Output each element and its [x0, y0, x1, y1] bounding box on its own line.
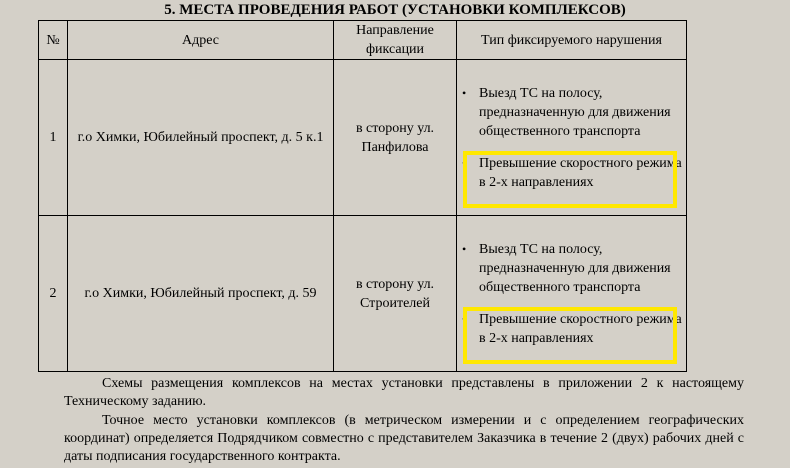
row-direction: в сторону ул. Строителей — [334, 216, 457, 372]
bullet-icon: • — [462, 241, 467, 256]
violation-text: Превышение скоростного режима в 2-х направлениях — [479, 311, 682, 346]
bullet-icon: • — [462, 85, 467, 100]
header-address: Адрес — [68, 21, 334, 60]
row-number: 2 — [39, 216, 68, 372]
header-direction: Направление фиксации — [334, 21, 457, 60]
bullet-icon: • — [462, 155, 467, 170]
highlight-box — [463, 307, 677, 364]
violation-text: Выезд ТС на полосу, предназначенную для движения общественного транспорта — [479, 241, 671, 295]
table-header-row — [39, 21, 687, 60]
bullet-icon: • — [462, 311, 467, 326]
violation-text: Превышение скоростного режима в 2-х направлениях — [479, 155, 682, 190]
violation-item — [457, 84, 686, 141]
violation-item — [457, 240, 686, 297]
section-title: 5. МЕСТА ПРОВЕДЕНИЯ РАБОТ (УСТАНОВКИ КОМПЛЕКСОВ) — [164, 2, 626, 18]
row-direction: в сторону ул. Панфилова — [334, 60, 457, 216]
violation-text: Выезд ТС на полосу, предназначенную для движения общественного транспорта — [479, 85, 671, 139]
paragraph-location: Точное место установки комплексов (в метрическом измерении и с определением географических координат) определяется Подрядчиком совместно с представителем Заказчика в течение 2 (двух) рабочих дней с даты подписания государственного контракта. — [64, 413, 744, 464]
row-number: 1 — [39, 60, 68, 216]
header-number: № — [39, 21, 68, 60]
row-address: г.о Химки, Юбилейный проспект, д. 5 к.1 — [68, 60, 334, 216]
paragraph-schemes: Схемы размещения комплексов на местах установки представлены в приложении 2 к настоящему Техническому заданию. — [64, 376, 744, 409]
header-violation: Тип фиксируемого нарушения — [457, 21, 687, 60]
row-address: г.о Химки, Юбилейный проспект, д. 59 — [68, 216, 334, 372]
highlight-box — [463, 151, 677, 208]
